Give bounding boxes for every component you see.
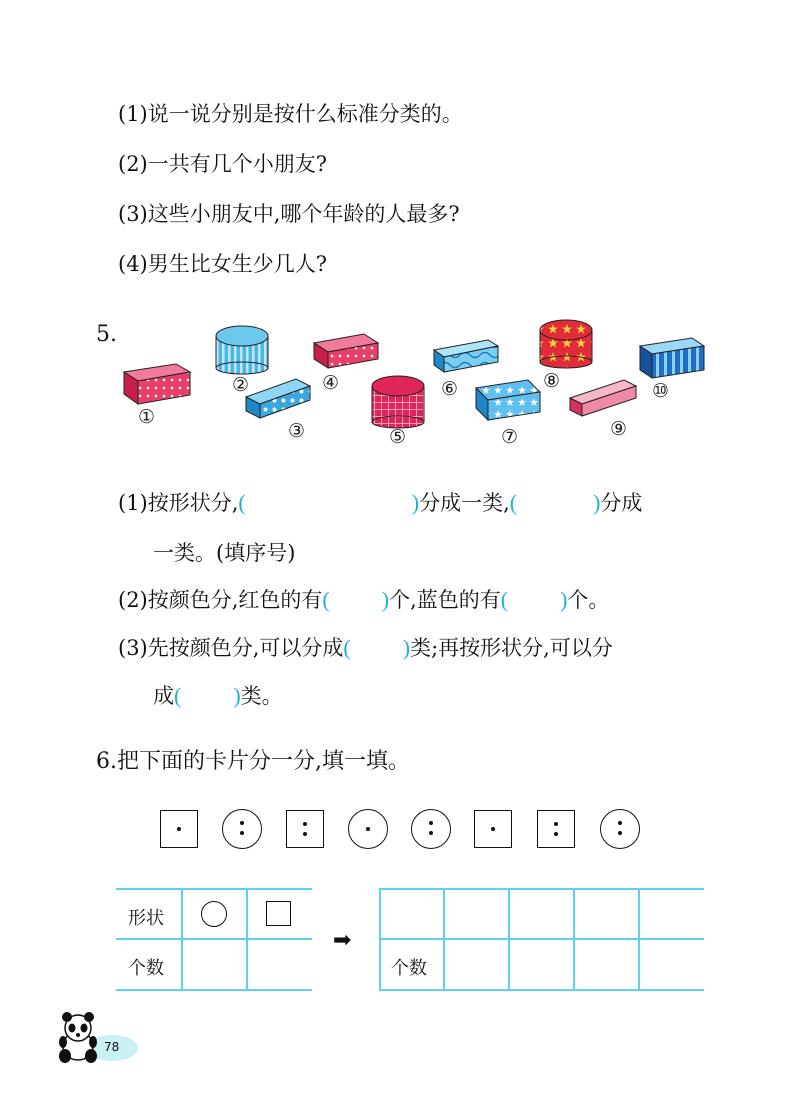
circle-shape-icon — [201, 901, 227, 927]
card-circle-1-dot — [348, 809, 388, 849]
question-1: (1)说一说分别是按什么标准分类的。 — [118, 102, 463, 126]
row-header-count: 个数 — [128, 958, 164, 979]
question-3: (3)这些小朋友中,哪个年龄的人最多? — [118, 202, 460, 226]
card-square-2-dots — [537, 810, 575, 848]
box-5-red-cylinder — [372, 376, 424, 428]
question-4: (4)男生比女生少几人? — [118, 252, 328, 276]
category-cell-1[interactable] — [445, 890, 508, 938]
box-9-pink-cuboid — [570, 380, 636, 416]
box-10-blue-cuboid — [640, 338, 704, 378]
problem-5-sub-2: (2)按颜色分,红色的有( )个,蓝色的有( )个。 — [118, 587, 610, 612]
problem-5-sub-3-line2: 成( )类。 — [153, 683, 283, 708]
box-3-blue-cuboid — [246, 379, 310, 418]
count-cell-circle[interactable] — [183, 940, 246, 988]
problem-5-sub-1: (1)按形状分,( )分成一类,( )分成 — [118, 490, 643, 515]
card-square-1-dot — [160, 810, 198, 848]
card-square-1-dot — [474, 810, 512, 848]
label-2: ② — [232, 374, 250, 396]
label-4: ④ — [322, 372, 340, 394]
row-header-shape: 形状 — [128, 908, 164, 929]
box-2-blue-cylinder — [216, 326, 268, 374]
label-6: ⑥ — [441, 378, 459, 400]
box-8-red-cylinder — [540, 320, 592, 368]
count-cell-square[interactable] — [248, 940, 311, 988]
label-8: ⑧ — [543, 370, 561, 392]
panda-mascot-icon — [50, 1008, 140, 1068]
arrow-right-icon: ➡ — [333, 928, 352, 953]
label-10: ⑩ — [652, 380, 670, 402]
gift-boxes-illustration — [0, 0, 800, 460]
page-number: 78 — [104, 1040, 120, 1054]
box-1-pink-cuboid — [124, 364, 190, 404]
card-circle-2-dots — [222, 809, 262, 849]
problem-5-sub-3: (3)先按颜色分,可以分成( )类;再按形状分,可以分 — [118, 635, 613, 660]
problem-6-title: 6.把下面的卡片分一分,填一填。 — [96, 749, 410, 774]
square-shape-icon — [266, 901, 291, 926]
label-1: ① — [138, 406, 156, 428]
problem-5-sub-1-line2: 一类。(填序号) — [153, 541, 296, 565]
box-4-pink-cuboid — [314, 334, 378, 368]
box-7-blue-star-cuboid — [476, 380, 540, 420]
row-header-count-right: 个数 — [391, 958, 427, 979]
question-2: (2)一共有几个小朋友? — [118, 152, 328, 176]
problem-5-number: 5. — [96, 322, 117, 347]
label-9: ⑨ — [610, 418, 628, 440]
box-6-blue-cuboid — [434, 340, 498, 372]
category-cell-2[interactable] — [510, 890, 573, 938]
label-3: ③ — [288, 420, 306, 442]
card-circle-2-dots — [600, 809, 640, 849]
category-cell-4[interactable] — [640, 890, 703, 938]
label-7: ⑦ — [501, 426, 519, 448]
category-cell-3[interactable] — [575, 890, 638, 938]
card-square-2-dots — [286, 810, 324, 848]
label-5: ⑤ — [389, 426, 407, 448]
card-circle-2-dots — [411, 809, 451, 849]
